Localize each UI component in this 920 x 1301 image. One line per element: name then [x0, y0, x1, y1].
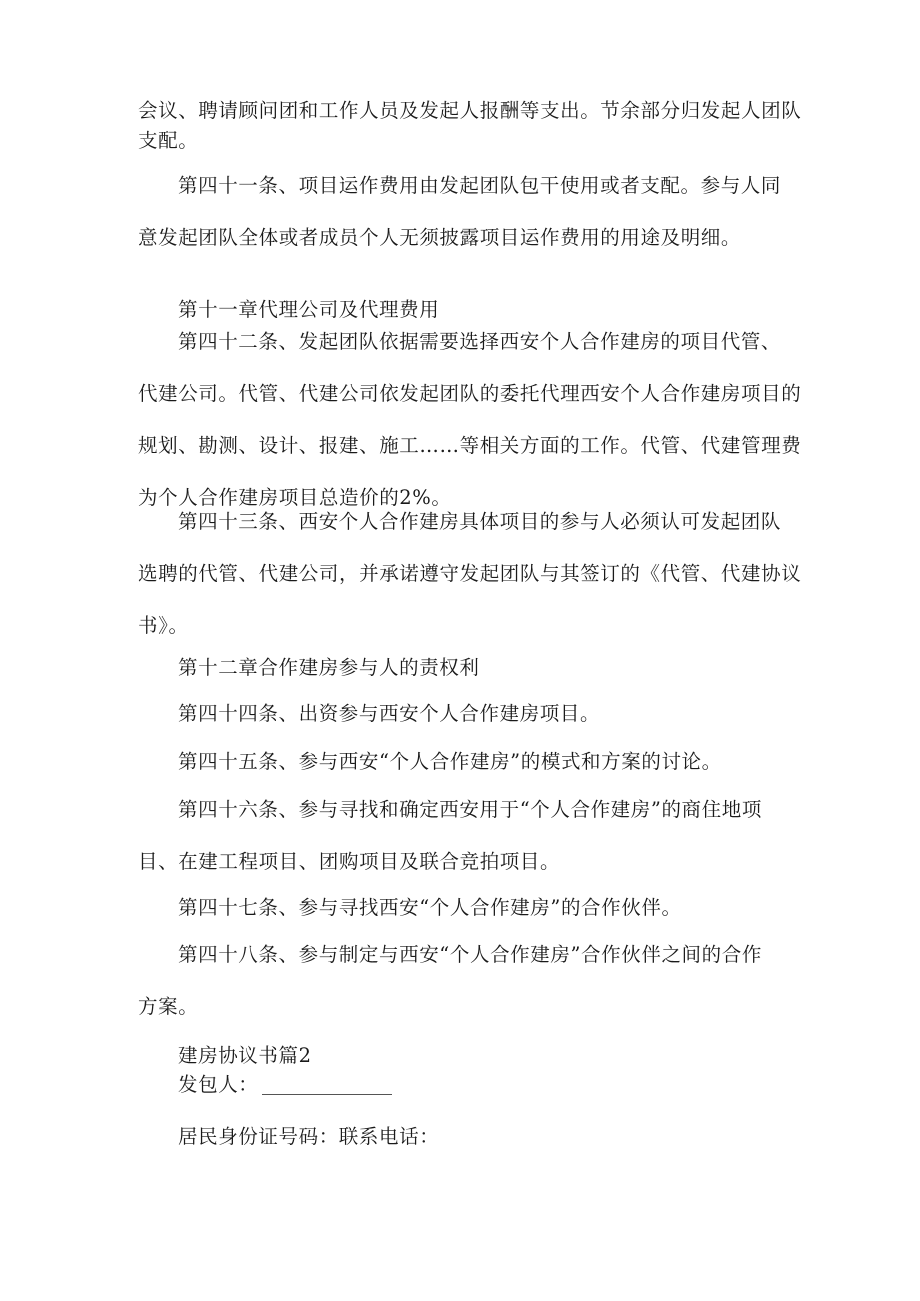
field-label: 居民身份证号码：联系电话：	[178, 1125, 440, 1148]
text-line: 第四十七条、参与寻找西安“个人合作建房”的合作伙伴。	[178, 896, 682, 919]
text-line: 会议、聘请顾问团和工作人员及发起人报酬等支出。节余部分归发起人团队	[138, 99, 802, 122]
contractor-blank-line	[262, 1072, 392, 1095]
text-line: 第四十八条、参与制定与西安“个人合作建房”合作伙伴之间的合作	[178, 943, 762, 966]
paragraph	[138, 316, 802, 524]
chapter-heading	[138, 642, 788, 694]
contractor-label: 发包人：	[178, 1073, 259, 1096]
text-line: 选聘的代管、代建公司，并承诺遵守发起团队与其签订的《代管、代建协议	[138, 562, 802, 585]
text-line: 第四十六条、参与寻找和确定西安用于“个人合作建房”的商住地项	[178, 798, 762, 821]
paragraph	[138, 784, 788, 888]
text-line: 第四十四条、出资参与西安个人合作建房项目。	[178, 702, 601, 725]
text-line: 第四十三条、西安个人合作建房具体项目的参与人必须认可发起团队	[178, 510, 782, 533]
text-line: 规划、勘测、设计、报建、施工……等相关方面的工作。代管、代建管理费	[138, 434, 802, 457]
contractor-field	[138, 1070, 788, 1100]
text-line: 第四十五条、参与西安“个人合作建房”的模式和方案的讨论。	[178, 750, 722, 773]
paragraph	[138, 96, 802, 156]
paragraph	[138, 882, 788, 934]
paragraph	[138, 736, 788, 788]
text-line: 代建公司。代管、代建公司依发起团队的委托代理西安个人合作建房项目的	[138, 382, 802, 405]
field-row	[138, 1070, 788, 1100]
paragraph	[138, 688, 788, 740]
id-phone-field	[138, 1122, 788, 1152]
text-line: 支配。	[138, 129, 199, 152]
text-line: 建房协议书篇2	[178, 1044, 312, 1067]
paragraph	[138, 496, 802, 652]
text-line: 方案。	[138, 995, 199, 1018]
paragraph	[138, 160, 788, 264]
text-line: 书》。	[138, 614, 189, 637]
text-line: 第四十二条、发起团队依据需要选择西安个人合作建房的项目代管、	[178, 330, 782, 353]
text-line: 意发起团队全体或者成员个人无须披露项目运作费用的用途及明细。	[138, 226, 742, 249]
text-line: 第十一章代理公司及代理费用	[178, 298, 440, 321]
text-line: 第四十一条、项目运作费用由发起团队包干使用或者支配。参与人同	[178, 174, 782, 197]
text-line: 为个人合作建房项目总造价的2%。	[138, 486, 452, 509]
text-line: 第十二章合作建房参与人的责权利	[178, 656, 480, 679]
paragraph	[138, 929, 788, 1033]
text-line: 目、在建工程项目、团购项目及联合竞拍项目。	[138, 850, 561, 873]
section-title	[138, 1041, 788, 1071]
